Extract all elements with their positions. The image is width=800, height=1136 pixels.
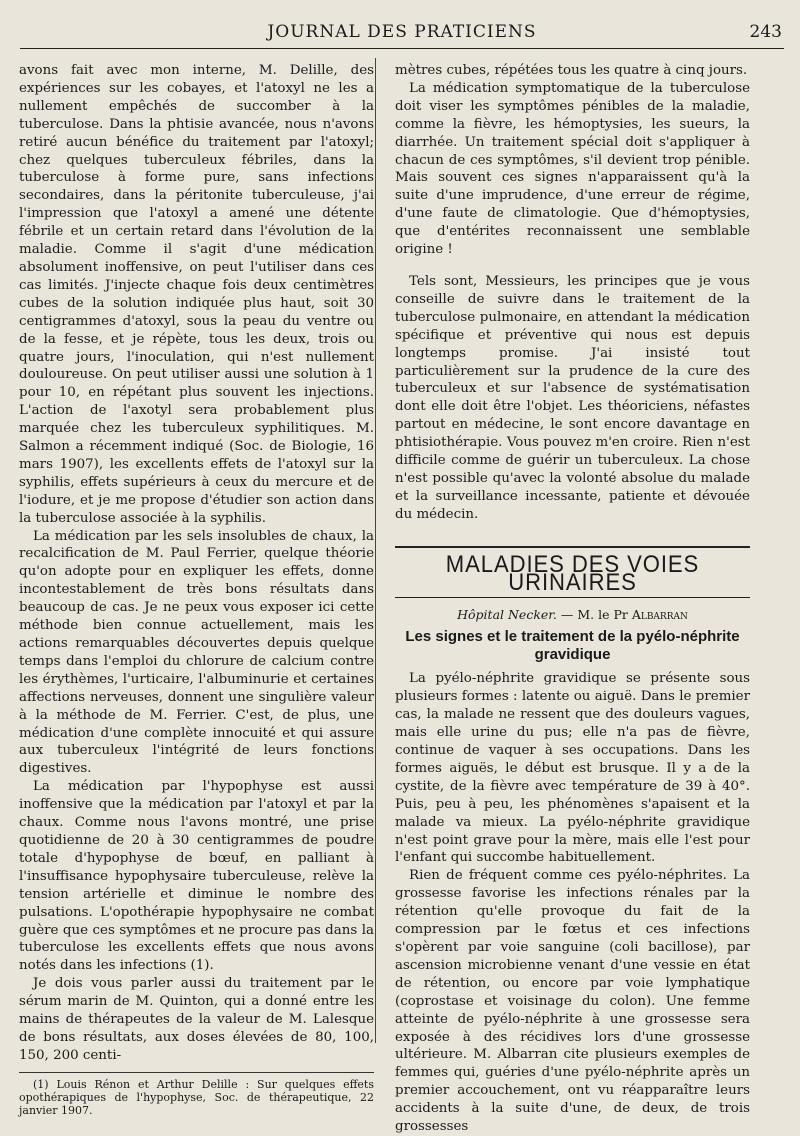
- section-rule-top: [395, 546, 750, 548]
- professor-name: Albarran: [631, 607, 688, 623]
- section-title: MALADIES DES VOIES URINAIRES: [445, 550, 700, 596]
- paragraph: La pyélo-néphrite gravidique se présente sous plusieurs formes : latente ou aiguë. Dans le premier cas, la malade ne ressent que des douleurs vagues, mais elle urine du pus; elle n'a pas de fièvre, continue de vaquer à ses occupations. Dans les formes aiguës, le début est brusque. Il y a de la cystite, de la fièvre avec température de 39 à 40°. Puis, peu à peu, les phénomènes s'apaisent et la malade va mieux. La pyélo-néphrite gravidique n'est point grave pour la mère, mais elle l'est pour l'enfant qui succombe habituellement.: [395, 671, 750, 866]
- hospital-separator: — M. le Pr: [556, 607, 632, 623]
- paragraph: Je dois vous parler aussi du traitement par le sérum marin de M. Quinton, qui a donné entre les mains de thérapeutes de la valeur de M. Lalesque de bons résultats, aux doses élevées de 80, 100, 150, 200 centi-: [19, 976, 374, 1063]
- section-rule-bottom: [395, 597, 750, 598]
- right-column: [395, 62, 750, 1136]
- hospital-name: Hôpital Necker.: [457, 607, 557, 623]
- article-title: Les signes et le traitement de la pyélo-néphrite gravidique: [405, 628, 740, 664]
- paragraph: La médication par les sels insolubles de chaux, la recalcification de M. Paul Ferrier, quelque théorie qu'on adopte pour en expliquer les effets, donne incontestablement de très bons résultats dans beaucoup de cas. Je ne peux vous exposer ici cette méthode bien connue actuellement, mais les actions remarquables découvertes depuis quelque temps dans l'emploi du chlorure de calcium contre les érythèmes, l'urticaire, l'albuminurie et certaines affections nerveuses, donnent une singulière valeur à la méthode de M. Ferrier. C'est, de plus, une médication d'une complète innocuité et qui assure aux tuberculeux l'intégrité de leurs fonctions digestives.: [19, 528, 374, 777]
- column-divider: [375, 58, 376, 1043]
- footnote: (1) Louis Rénon et Arthur Delille : Sur quelques effets opothérapiques de l'hypophyse, Soc. de thérapeutique, 22 janvier 1907.: [19, 1077, 374, 1117]
- paragraph: La médication par l'hypophyse est aussi inoffensive que la médication par l'atoxyl et par la chaux. Comme nous l'avons montré, une prise quotidienne de 20 à 30 centigrammes de poudre totale d'hypophyse de bœuf, en palliant à l'insuffisance hypophysaire tuberculeuse, relève la tension artérielle et diminue le nombre des pulsations. L'opothérapie hypophysaire ne combat guère que ces symptômes et ne procure pas dans la tuberculose les excellents effets que nous avons notés dans les infections (1).: [19, 779, 374, 974]
- hospital-line: [395, 606, 750, 624]
- left-column: [19, 62, 374, 1117]
- paragraph: La médication symptomatique de la tuberculose doit viser les symptômes pénibles de la maladie, comme la fièvre, les hémoptysies, les sueurs, la diarrhée. Un traitement spécial doit s'appliquer à chacun de ces symptômes, s'il devient trop pénible. Mais souvent ces signes n'apparaissent qu'à la suite d'une imprudence, d'une erreur de régime, d'une faute de climatologie. Que d'hémoptysies, que d'entérites reconnaissent une semblable origine !: [395, 80, 750, 258]
- paragraph: mètres cubes, répétées tous les quatre à cinq jours.: [395, 63, 748, 78]
- paragraph: Rien de fréquent comme ces pyélo-néphrites. La grossesse favorise les infections rénales par la rétention qu'elle provoque du fait de la compression par le fœtus et ces infections s'opèrent par voie sanguine (coli bacillose), par ascension microbienne venant d'une vessie en état de rétention, ou encore par voie lymphatique (coprostase et voisinage du colon). Une femme atteinte de pyélo-néphrite à une grossesse sera exposée à des récidives lors d'une grossesse ultérieure. M. Albarran cite plusieurs exemples de femmes qui, guéries d'une pyélo-néphrite après un premier accouchement, ont vu réapparaître leurs accidents à la suite d'une, de deux, de trois grossesses: [395, 868, 750, 1135]
- journal-title: JOURNAL DES PRATICIENS: [267, 22, 537, 42]
- footnote-divider: [19, 1072, 374, 1073]
- paragraph: Tels sont, Messieurs, les principes que je vous conseille de suivre dans le traitement de la tuberculose pulmonaire, en attendant la médication spécifique et préventive qui nous est depuis longtemps promise. J'ai insisté tout particulièrement sur la prudence de la cure des tuberculeux et sur l'absence de systématisation dont elle doit être l'objet. Les théoriciens, néfastes partout en médecine, le sont encore davantage en phtisiothérapie. Vous pouvez m'en croire. Rien n'est difficile comme de guérir un tuberculeux. La chose n'est possible qu'avec la volonté absolue du malade et la surveillance incessante, patiente et dévouée du médecin.: [395, 273, 750, 522]
- running-header: [20, 14, 784, 49]
- page-number: 243: [749, 22, 782, 42]
- paragraph: avons fait avec mon interne, M. Delille, des expériences sur les cobayes, et l'atoxyl ne les a nullement empêchés de succomber à la tuberculose. Dans la phtisie avancée, nous n'avons retiré aucun bénéfice du traitement par l'atoxyl; chez quelques tuberculeux fébriles, dans la tuberculose à forme pure, sans infections secondaires, dans la péritonite tuberculeuse, j'ai l'impression que l'atoxyl a amené une détente fébrile et un certain retard dans l'évolution de la maladie. Comme il s'agit d'une médication absolument inoffensive, on peut l'utiliser dans ces cas limités. J'injecte chaque fois deux centimètres cubes de la solution indiquée plus haut, soit 30 centigrammes d'atoxyl, sous la peau du ventre ou de la fesse, et je répète, tous les deux, trois ou quatre jours, l'inoculation, qui n'est nullement douloureuse. On peut utiliser aussi une solution à 1 pour 10, en répétant plus souvent les injections. L'action de l'axotyl sera probablement plus marquée chez les tuberculeux syphilitiques. M. Salmon a récemment indiqué (Soc. de Biologie, 16 mars 1907), les excellents effets de l'atoxyl sur la syphilis, effets supérieurs à ceux du mercure et de l'iodure, et je me propose d'étudier son action dans la tuberculose associée à la syphilis.: [19, 63, 374, 526]
